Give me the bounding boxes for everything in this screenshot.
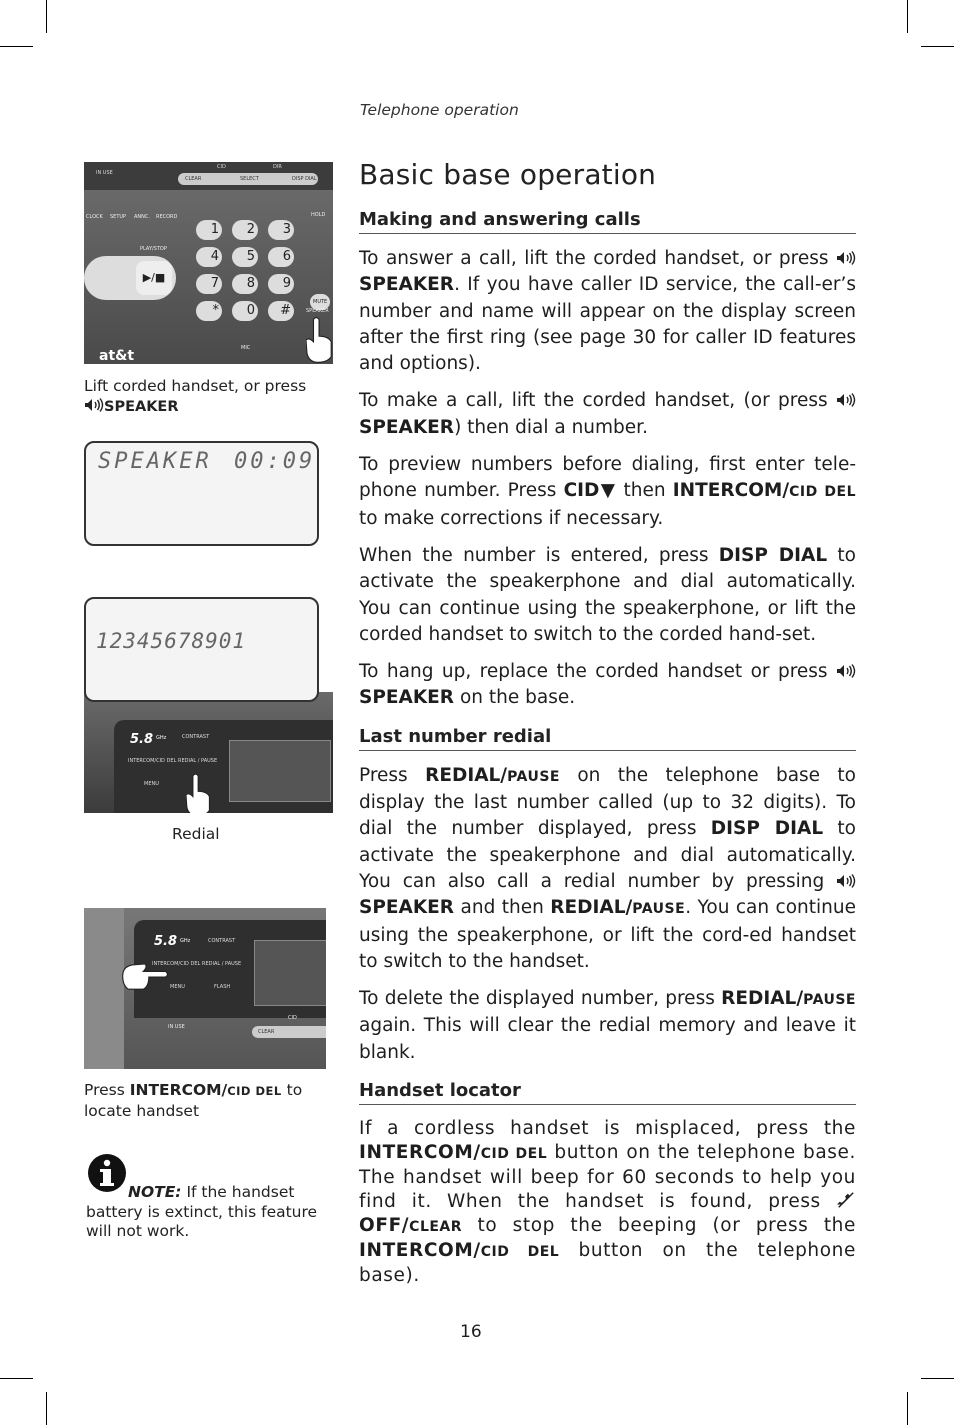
paragraph: To preview numbers before dialing, first enter tele-phone number. Press CID▼ then INTERCOM/CID DEL to make corrections if necessary. [359,454,856,529]
mic-label: MIC [241,345,251,351]
keypad-key: 2 [232,220,258,240]
running-header: Telephone operation [360,101,519,119]
pointing-hand-icon [306,314,333,364]
speaker-icon [836,251,856,265]
cid-label: CID [217,164,226,170]
lcd-display-number: 12345678901 [84,597,319,702]
caption-locate-handset: Press INTERCOM/CID DEL to locate handset [84,1081,303,1120]
keypad [196,220,296,340]
pointing-hand-icon [122,964,170,992]
dir-label: DIR [273,164,282,170]
annc-label: ANNC. [134,214,150,220]
disp-dial-key: DISP DIAL [292,176,317,182]
menu-label: MENU [144,781,159,787]
select-key: SELECT [240,176,259,182]
redial-label: REDIAL / PAUSE [178,758,218,764]
paragraph: To answer a call, lift the corded handset, or press SPEAKER. If you have caller ID service, the call-er’s number and name will appear on the display screen after the first ring (see page 30 for caller ID features and options). [359,248,856,375]
base-redial-photo: 5.8 GHz CONTRAST INTERCOM/CID DEL REDIAL / PAUSE MENU [84,692,333,813]
keypad-key: 6 [268,247,294,267]
in-use-label: IN USE [96,170,113,176]
caption-lift-handset: Lift corded handset, or press SPEAKER [84,377,307,415]
crop-mark [0,46,33,47]
paragraph: To hang up, replace the corded handset or press SPEAKER on the base. [359,659,856,712]
keypad-key: 8 [232,274,258,294]
keypad-key: # [268,301,294,321]
page-title: Basic base operation [359,158,657,191]
paragraph: If a cordless handset is misplaced, press the INTERCOM/CID DEL button on the telephone base. The handset will beep for 60 seconds to help you find it. When the handset is found, press OFF/CLEAR to stop the beeping (or press the INTERCOM/CID DEL button on the telephone base). [359,1118,856,1287]
note-text: NOTE: If the handset battery is extinct, this feature will not work. [86,1183,318,1240]
crop-mark [46,1392,47,1425]
flash-label: FLASH [214,984,231,990]
section-heading-redial: Last number redial [359,726,856,751]
main-column [359,150,856,1299]
hold-label: HOLD [311,212,326,218]
keypad-key: 4 [196,247,222,267]
contrast-label: CONTRAST [182,734,210,740]
speaker-label: SPEAKER [306,308,329,314]
clear-key: CLEAR [185,176,202,182]
crop-mark [46,0,47,33]
section-heading-making-calls: Making and answering calls [359,209,856,234]
keypad-key: * [196,301,222,321]
paragraph: Press REDIAL/PAUSE on the telephone base to display the last number called (up to 32 digits). To dial the number displayed, press DISP DIAL to activate the speakerphone and dial automatically. You can also call a redial number by pressing SPEAKER and then REDIAL/PAUSE. You can continue using the speakerphone, or lift the cord-ed handset to switch to the handset. [359,764,857,972]
crop-mark [907,1392,908,1425]
clock-label: CLOCK [86,214,103,220]
crop-mark [0,1378,33,1379]
caption-redial: Redial [172,825,220,843]
speaker-icon [836,874,856,888]
keypad-key: 7 [196,274,222,294]
keypad-key: 9 [268,274,294,294]
keypad-key: 0 [232,301,258,321]
speaker-icon [84,398,104,412]
keypad-key: 1 [196,220,222,240]
att-logo: at&t [99,348,135,364]
paragraph: To make a call, lift the corded handset, (or press SPEAKER) then dial a number. [359,388,856,441]
keypad-key: 5 [232,247,258,267]
crop-mark [921,46,954,47]
page-number: 16 [460,1322,482,1342]
speaker-icon [836,664,856,678]
paragraph: To delete the displayed number, press REDIAL/PAUSE again. This will clear the redial memory and leave it blank. [359,988,856,1063]
ghz-logo: 5.8 [130,732,154,747]
crop-mark [921,1378,954,1379]
keypad-key: 3 [268,220,294,240]
phone-off-icon [836,1191,856,1209]
mute-label: MUTE [310,294,330,310]
base-intercom-photo: 5.8 GHz CONTRAST INTERCOM/CID DEL REDIAL / PAUSE MENU FLASH IN USE CID CLEAR [84,908,326,1069]
record-label: RECORD [156,214,178,220]
crop-mark [907,0,908,33]
pointing-hand-icon [186,772,212,813]
paragraph: When the number is entered, press DISP DIAL to activate the speakerphone and dial automatically. You can continue using the speakerphone, or lift the corded handset to switch to the corded hand-set. [359,544,856,645]
play-stop-label: PLAY/STOP [140,246,167,252]
intercom-label: INTERCOM/CID DEL [128,758,177,764]
speaker-icon [836,393,856,407]
lcd-display-speaker: SPEAKER 00:09 [84,441,319,546]
section-heading-handset-locator: Handset locator [359,1080,856,1105]
base-keypad-photo: IN USE CID DIR CLEAR SELECT DISP DIAL CLOCK SETUP ANNC. RECORD HOLD PLAY/STOP ▶/■ 1 2 3 4 5 6 7 8 9 * 0 # MUTE SPEAKER MIC at&t [84,162,333,364]
setup-label: SETUP [110,214,127,220]
